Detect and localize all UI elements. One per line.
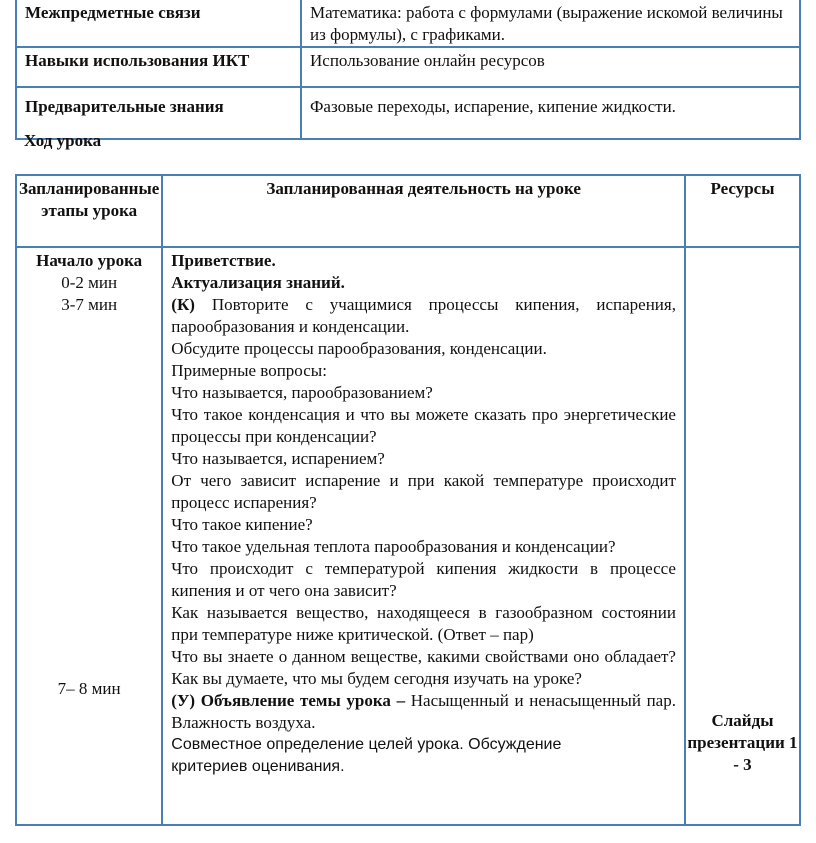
info-label: Межпредметные связи	[16, 0, 301, 47]
section-title: Ход урока	[24, 131, 102, 150]
question: Что такое кипение?	[171, 515, 313, 534]
question: Что такое конденсация и что вы можете сказать про энергетические процессы при конденсации?	[171, 405, 676, 446]
activity-cell	[162, 247, 685, 825]
stage-time-2: 3-7 мин	[61, 295, 118, 314]
u-paragraph	[171, 690, 676, 734]
info-value: Математика: работа с формулами (выражение искомой величины из формулы), с графиками.	[301, 0, 800, 47]
k-tag: (К)	[171, 295, 195, 314]
lesson-body-row	[16, 247, 800, 825]
sample-questions-label: Примерные вопросы:	[171, 361, 327, 380]
header-stages: Запланированные этапы урока	[16, 175, 162, 247]
question: Как называется вещество, находящееся в газообразном состоянии при температуре ниже критической. (Ответ – пар)	[171, 603, 676, 644]
info-row-ict	[16, 47, 800, 87]
info-value: Фазовые переходы, испарение, кипение жидкости.	[301, 87, 800, 139]
header-resources: Ресурсы	[685, 175, 800, 247]
question: Что называется, испарением?	[171, 449, 385, 468]
info-row-prior-knowledge	[16, 87, 800, 139]
question: От чего зависит испарение и при какой температуре происходит процесс испарения?	[171, 471, 676, 512]
question: Что называется, парообразованием?	[171, 383, 433, 402]
stage-start: Начало урока	[36, 251, 143, 270]
info-value: Использование онлайн ресурсов	[301, 47, 800, 87]
u-tag: (У) Объявление темы урока –	[171, 691, 406, 710]
k-paragraph	[171, 294, 676, 338]
discuss-text: Обсудите процессы парообразования, конденсации.	[171, 339, 547, 358]
stages-cell	[16, 247, 162, 825]
question: Что происходит с температурой кипения жидкости в процессе кипения и от чего она зависит?	[171, 559, 676, 600]
header-activity: Запланированная деятельность на уроке	[162, 175, 685, 247]
info-row-interdisciplinary	[16, 0, 800, 47]
actualization: Актуализация знаний.	[171, 273, 345, 292]
stage-time-1: 0-2 мин	[61, 273, 118, 292]
u-text: Насыщенный и ненасыщенный пар. Влажность воздуха.	[171, 691, 676, 732]
info-label: Предварительные знания	[16, 87, 301, 139]
greeting: Приветствие.	[171, 251, 276, 270]
lesson-header-row	[16, 175, 800, 247]
k-text: Повторите с учащимися процессы кипения, испарения, парообразования и конденсации.	[171, 295, 676, 336]
goals-text: Совместное определение целей урока. Обсуждение критериев оценивания.	[171, 736, 562, 775]
question: Что вы знаете о данном веществе, какими свойствами оно обладает? Как вы думаете, что мы будем сегодня изучать на уроке?	[171, 647, 676, 688]
stage-time-3: 7– 8 мин	[57, 679, 121, 698]
resources-cell	[685, 247, 800, 825]
lesson-table	[15, 174, 801, 826]
resources-text: Слайды презентации 1 - 3	[687, 711, 798, 774]
info-label: Навыки использования ИКТ	[16, 47, 301, 87]
question: Что такое удельная теплота парообразования и конденсации?	[171, 537, 616, 556]
info-table	[15, 0, 801, 140]
